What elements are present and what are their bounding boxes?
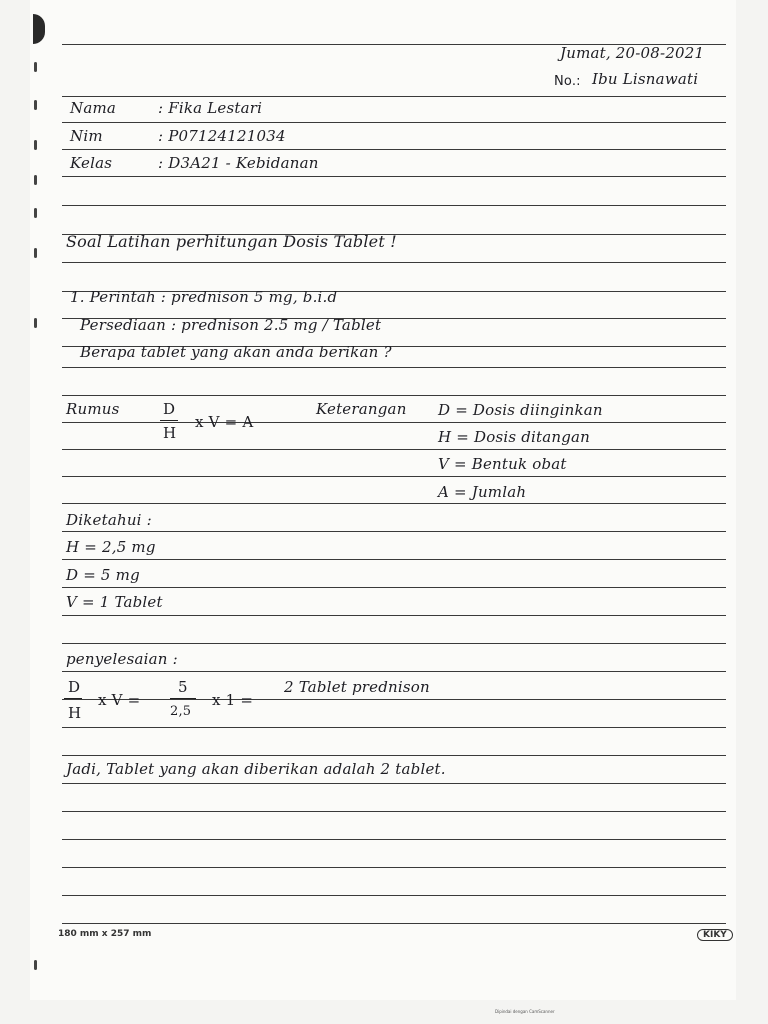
task-title: Soal Latihan perhitungan Dosis Tablet ! xyxy=(66,232,397,251)
margin-mark xyxy=(34,100,37,110)
ruled-line xyxy=(62,176,726,177)
margin-mark xyxy=(34,175,37,185)
known-h: H = 2,5 mg xyxy=(66,538,156,556)
ruled-line xyxy=(62,643,726,644)
nim-label: Nim xyxy=(70,127,103,145)
formula-denominator: H xyxy=(163,424,177,442)
formula-rest: x V = A xyxy=(195,413,254,431)
ruled-line xyxy=(62,783,726,784)
solution-num-5: 5 xyxy=(178,678,188,696)
date-text: Jumat, 20-08-2021 xyxy=(560,44,705,62)
ruled-line xyxy=(62,755,726,756)
ket-item-d: D = Dosis diinginkan xyxy=(438,401,603,419)
ruled-line xyxy=(62,671,726,672)
ruled-line xyxy=(62,811,726,812)
brand-logo: KIKY xyxy=(697,929,733,941)
ruled-line xyxy=(62,559,726,560)
formula-numerator: D xyxy=(163,400,176,418)
fraction-line xyxy=(64,698,82,699)
ruled-line xyxy=(62,503,726,504)
no-value: Ibu Lisnawati xyxy=(592,70,699,88)
known-v: V = 1 Tablet xyxy=(66,593,163,611)
conclusion-text: Jadi, Tablet yang akan diberikan adalah 2 tablet. xyxy=(66,760,446,778)
ruled-line xyxy=(62,727,726,728)
ruled-line xyxy=(62,476,726,477)
nama-label: Nama xyxy=(70,99,117,117)
fraction-line xyxy=(170,698,196,699)
problem-line-1: 1. Perintah : prednison 5 mg, b.i.d xyxy=(70,288,338,306)
solution-num-d: D xyxy=(68,678,81,696)
ket-item-h: H = Dosis ditangan xyxy=(438,428,591,446)
nim-value: : P07124121034 xyxy=(158,127,286,145)
solution-result: 2 Tablet prednison xyxy=(284,678,430,696)
solution-mid: x V = xyxy=(98,691,141,709)
formula-label: Rumus xyxy=(66,400,120,418)
ruled-line xyxy=(62,122,726,123)
ruled-line xyxy=(62,895,726,896)
fraction-line xyxy=(160,420,178,421)
margin-mark xyxy=(34,62,37,72)
known-label: Diketahui : xyxy=(66,511,152,529)
solution-den-2-5: 2,5 xyxy=(170,704,192,719)
kelas-label: Kelas xyxy=(70,154,113,172)
scanner-watermark: Dipindai dengan CamScanner xyxy=(495,1009,555,1014)
problem-line-3: Berapa tablet yang akan anda berikan ? xyxy=(80,343,392,361)
ruled-line xyxy=(62,262,726,263)
notebook-page xyxy=(30,0,736,1000)
ruled-line xyxy=(62,422,726,423)
ruled-line xyxy=(62,867,726,868)
solution-den-h: H xyxy=(68,704,82,722)
ruled-line xyxy=(62,531,726,532)
known-d: D = 5 mg xyxy=(66,566,140,584)
problem-line-2: Persediaan : prednison 2.5 mg / Tablet xyxy=(80,316,382,334)
ruled-line xyxy=(62,367,726,368)
margin-mark xyxy=(34,318,37,328)
ruled-line xyxy=(62,205,726,206)
ket-item-a: A = Jumlah xyxy=(438,483,527,501)
ruled-line xyxy=(62,96,726,97)
paper-size-label: 180 mm x 257 mm xyxy=(58,929,152,939)
margin-mark xyxy=(34,960,37,970)
ruled-line xyxy=(62,699,726,700)
ruled-line xyxy=(62,839,726,840)
solution-tail: x 1 = xyxy=(212,691,254,709)
ruled-line xyxy=(62,923,726,924)
ket-item-v: V = Bentuk obat xyxy=(438,455,567,473)
solution-label: penyelesaian : xyxy=(66,650,178,668)
ruled-line xyxy=(62,449,726,450)
margin-mark xyxy=(34,208,37,218)
kelas-value: : D3A21 - Kebidanan xyxy=(158,154,319,172)
margin-mark xyxy=(34,248,37,258)
ruled-line xyxy=(62,615,726,616)
nama-value: : Fika Lestari xyxy=(158,99,263,117)
margin-mark xyxy=(34,140,37,150)
ruled-line xyxy=(62,395,726,396)
no-label: No.: xyxy=(554,74,581,89)
ruled-line xyxy=(62,149,726,150)
ruled-line xyxy=(62,587,726,588)
keterangan-label: Keterangan xyxy=(316,400,407,418)
